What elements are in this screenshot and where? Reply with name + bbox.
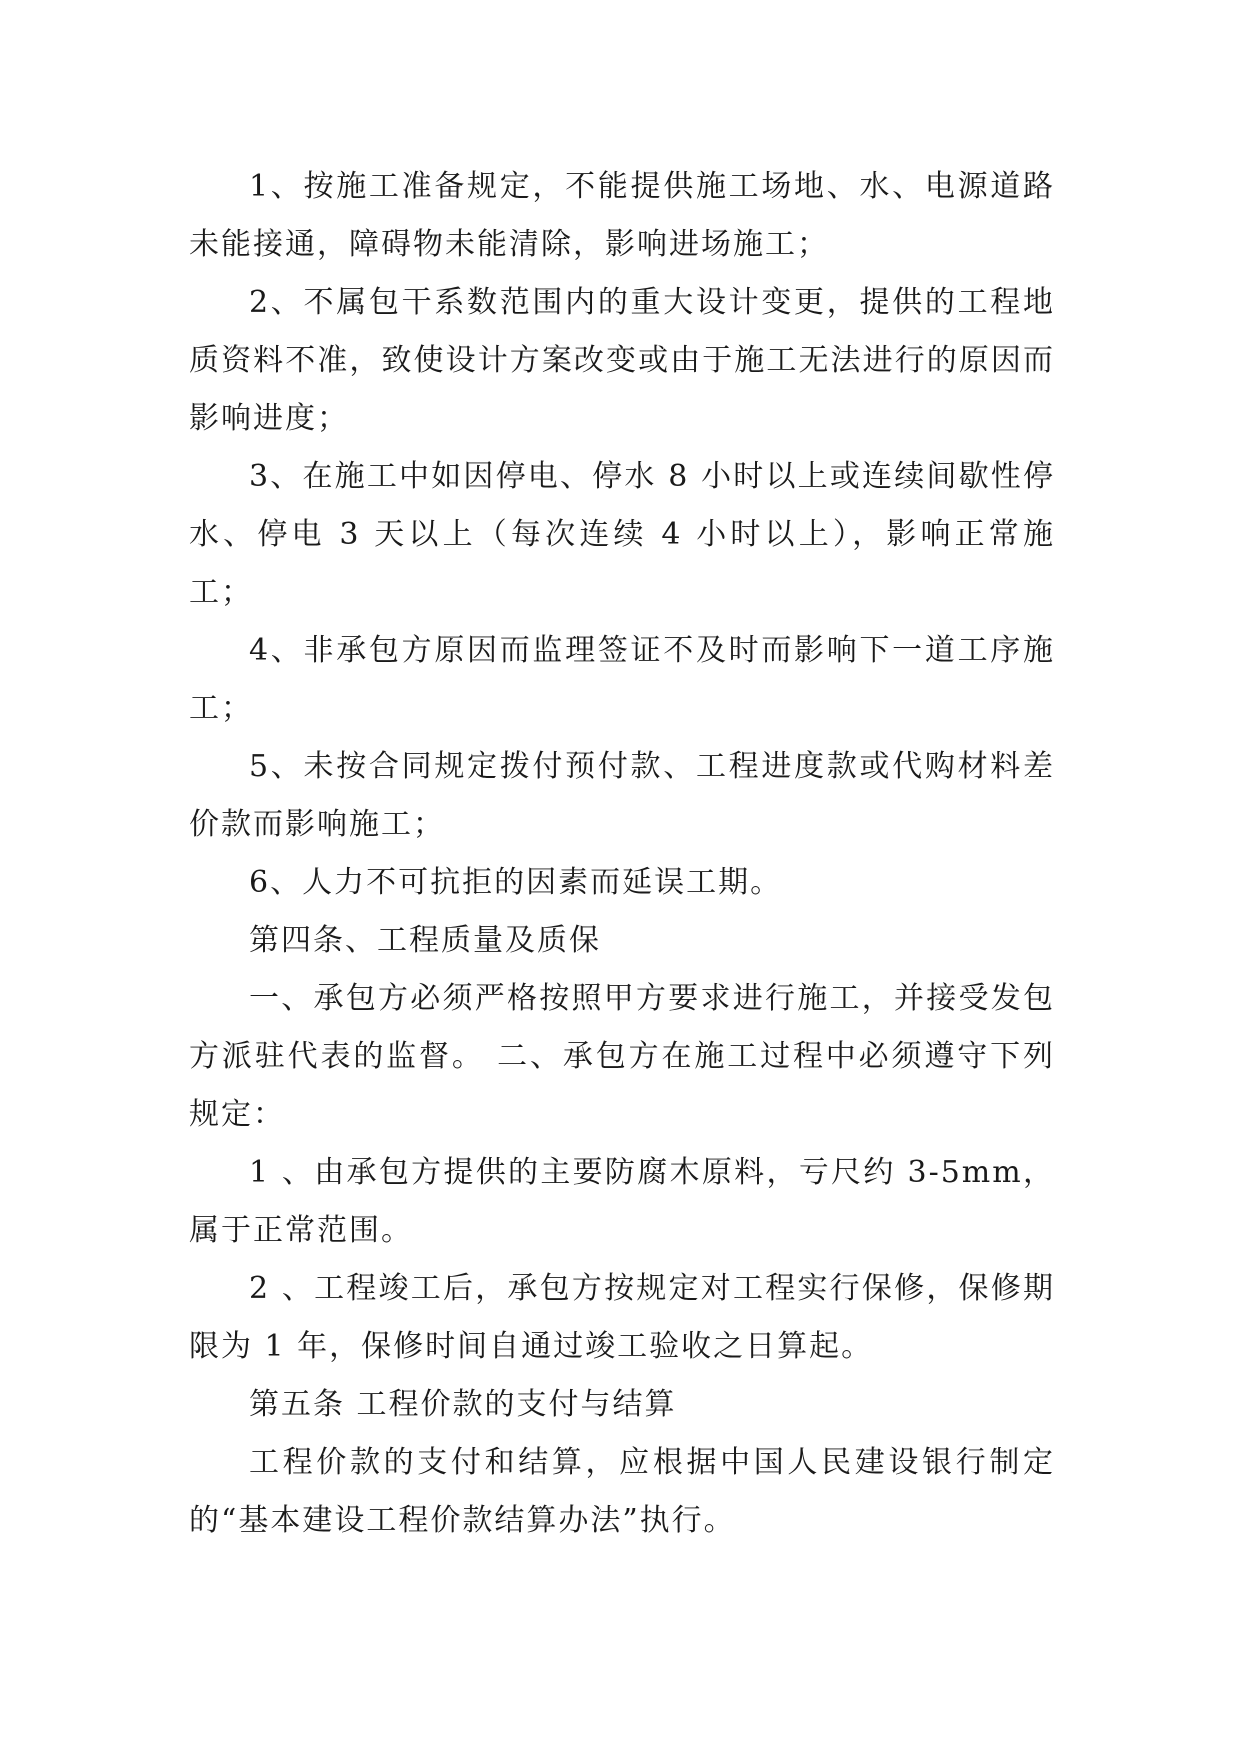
quality-rule-1: 1 、由承包方提供的主要防腐木原料，亏尺约 3-5mm，属于正常范围。: [189, 1155, 1055, 1248]
quality-rule-2: 2 、工程竣工后，承包方按规定对工程实行保修，保修期限为 1 年，保修时间自通过竣工验收之日算起。: [189, 1271, 1055, 1364]
payment-settlement-text: 工程价款的支付和结算，应根据中国人民建设银行制定的“基本建设工程价款结算办法”执行。: [189, 1445, 1055, 1538]
document-body: [189, 158, 1055, 1550]
clause-item-2: 2、不属包干系数范围内的重大设计变更，提供的工程地质资料不准，致使设计方案改变或由于施工无法进行的原因而影响进度；: [189, 285, 1055, 436]
section-heading-article-5: 第五条 工程价款的支付与结算: [249, 1387, 677, 1422]
clause-item-5: 5、未按合同规定拨付预付款、工程进度款或代购材料差价款而影响施工；: [189, 749, 1055, 842]
clause-item-3: 3、在施工中如因停电、停水 8 小时以上或连续间歇性停水、停电 3 天以上（每次连续 4 小时以上），影响正常施工；: [189, 459, 1055, 610]
clause-item-6: 6、人力不可抗拒的因素而延误工期。: [249, 865, 783, 900]
clause-item-4: 4、非承包方原因而监理签证不及时而影响下一道工序施工；: [189, 633, 1055, 726]
clause-item-1: 1、按施工准备规定，不能提供施工场地、水、电源道路未能接通，障碍物未能清除，影响进场施工；: [189, 169, 1055, 262]
section-heading-article-4: 第四条、工程质量及质保: [249, 923, 601, 958]
quality-requirements: 一、承包方必须严格按照甲方要求进行施工，并接受发包方派驻代表的监督。 二、承包方在施工过程中必须遵守下列规定：: [189, 981, 1055, 1132]
